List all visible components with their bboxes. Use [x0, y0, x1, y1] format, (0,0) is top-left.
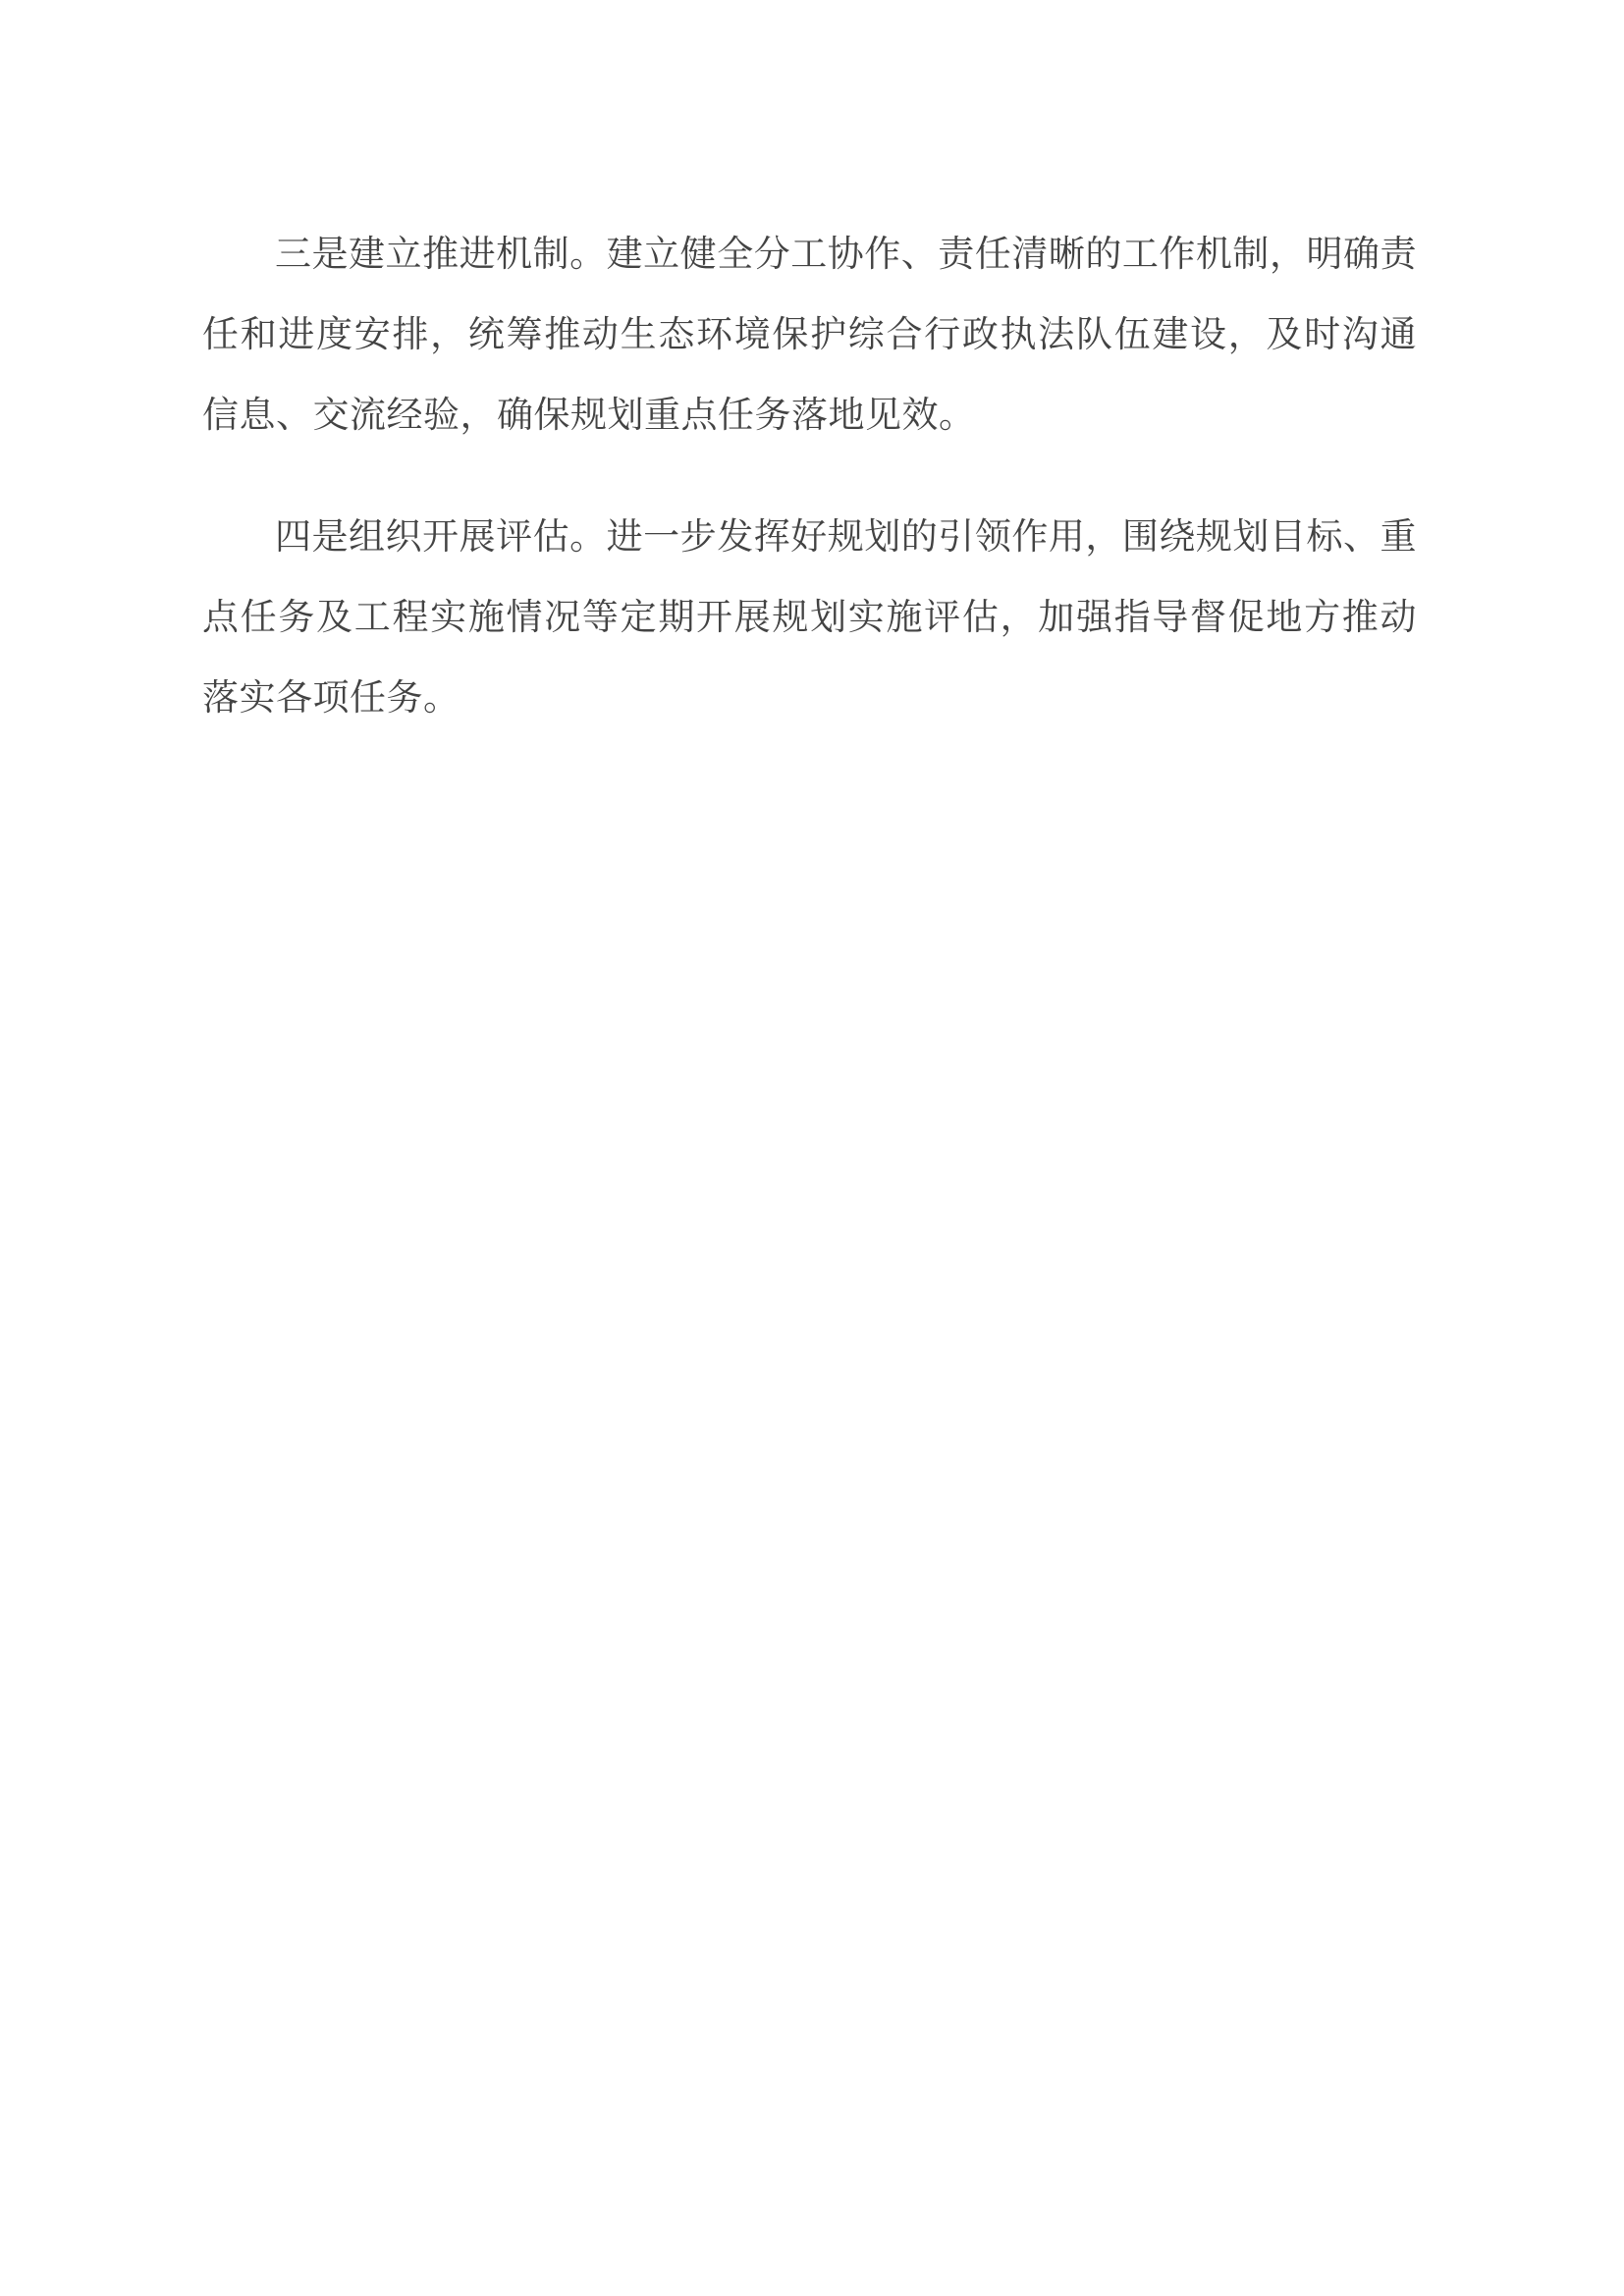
paragraph-2: 四是组织开展评估。进一步发挥好规划的引领作用，围绕规划目标、重点任务及工程实施情况等定期开展规划实施评估，加强指导督促地方推动落实各项任务。 — [202, 516, 1417, 718]
paragraph-1: 三是建立推进机制。建立健全分工协作、责任清晰的工作机制，明确责任和进度安排，统筹推动生态环境保护综合行政执法队伍建设，及时沟通信息、交流经验，确保规划重点任务落地见效。 — [202, 234, 1417, 435]
document-body — [202, 214, 1417, 738]
